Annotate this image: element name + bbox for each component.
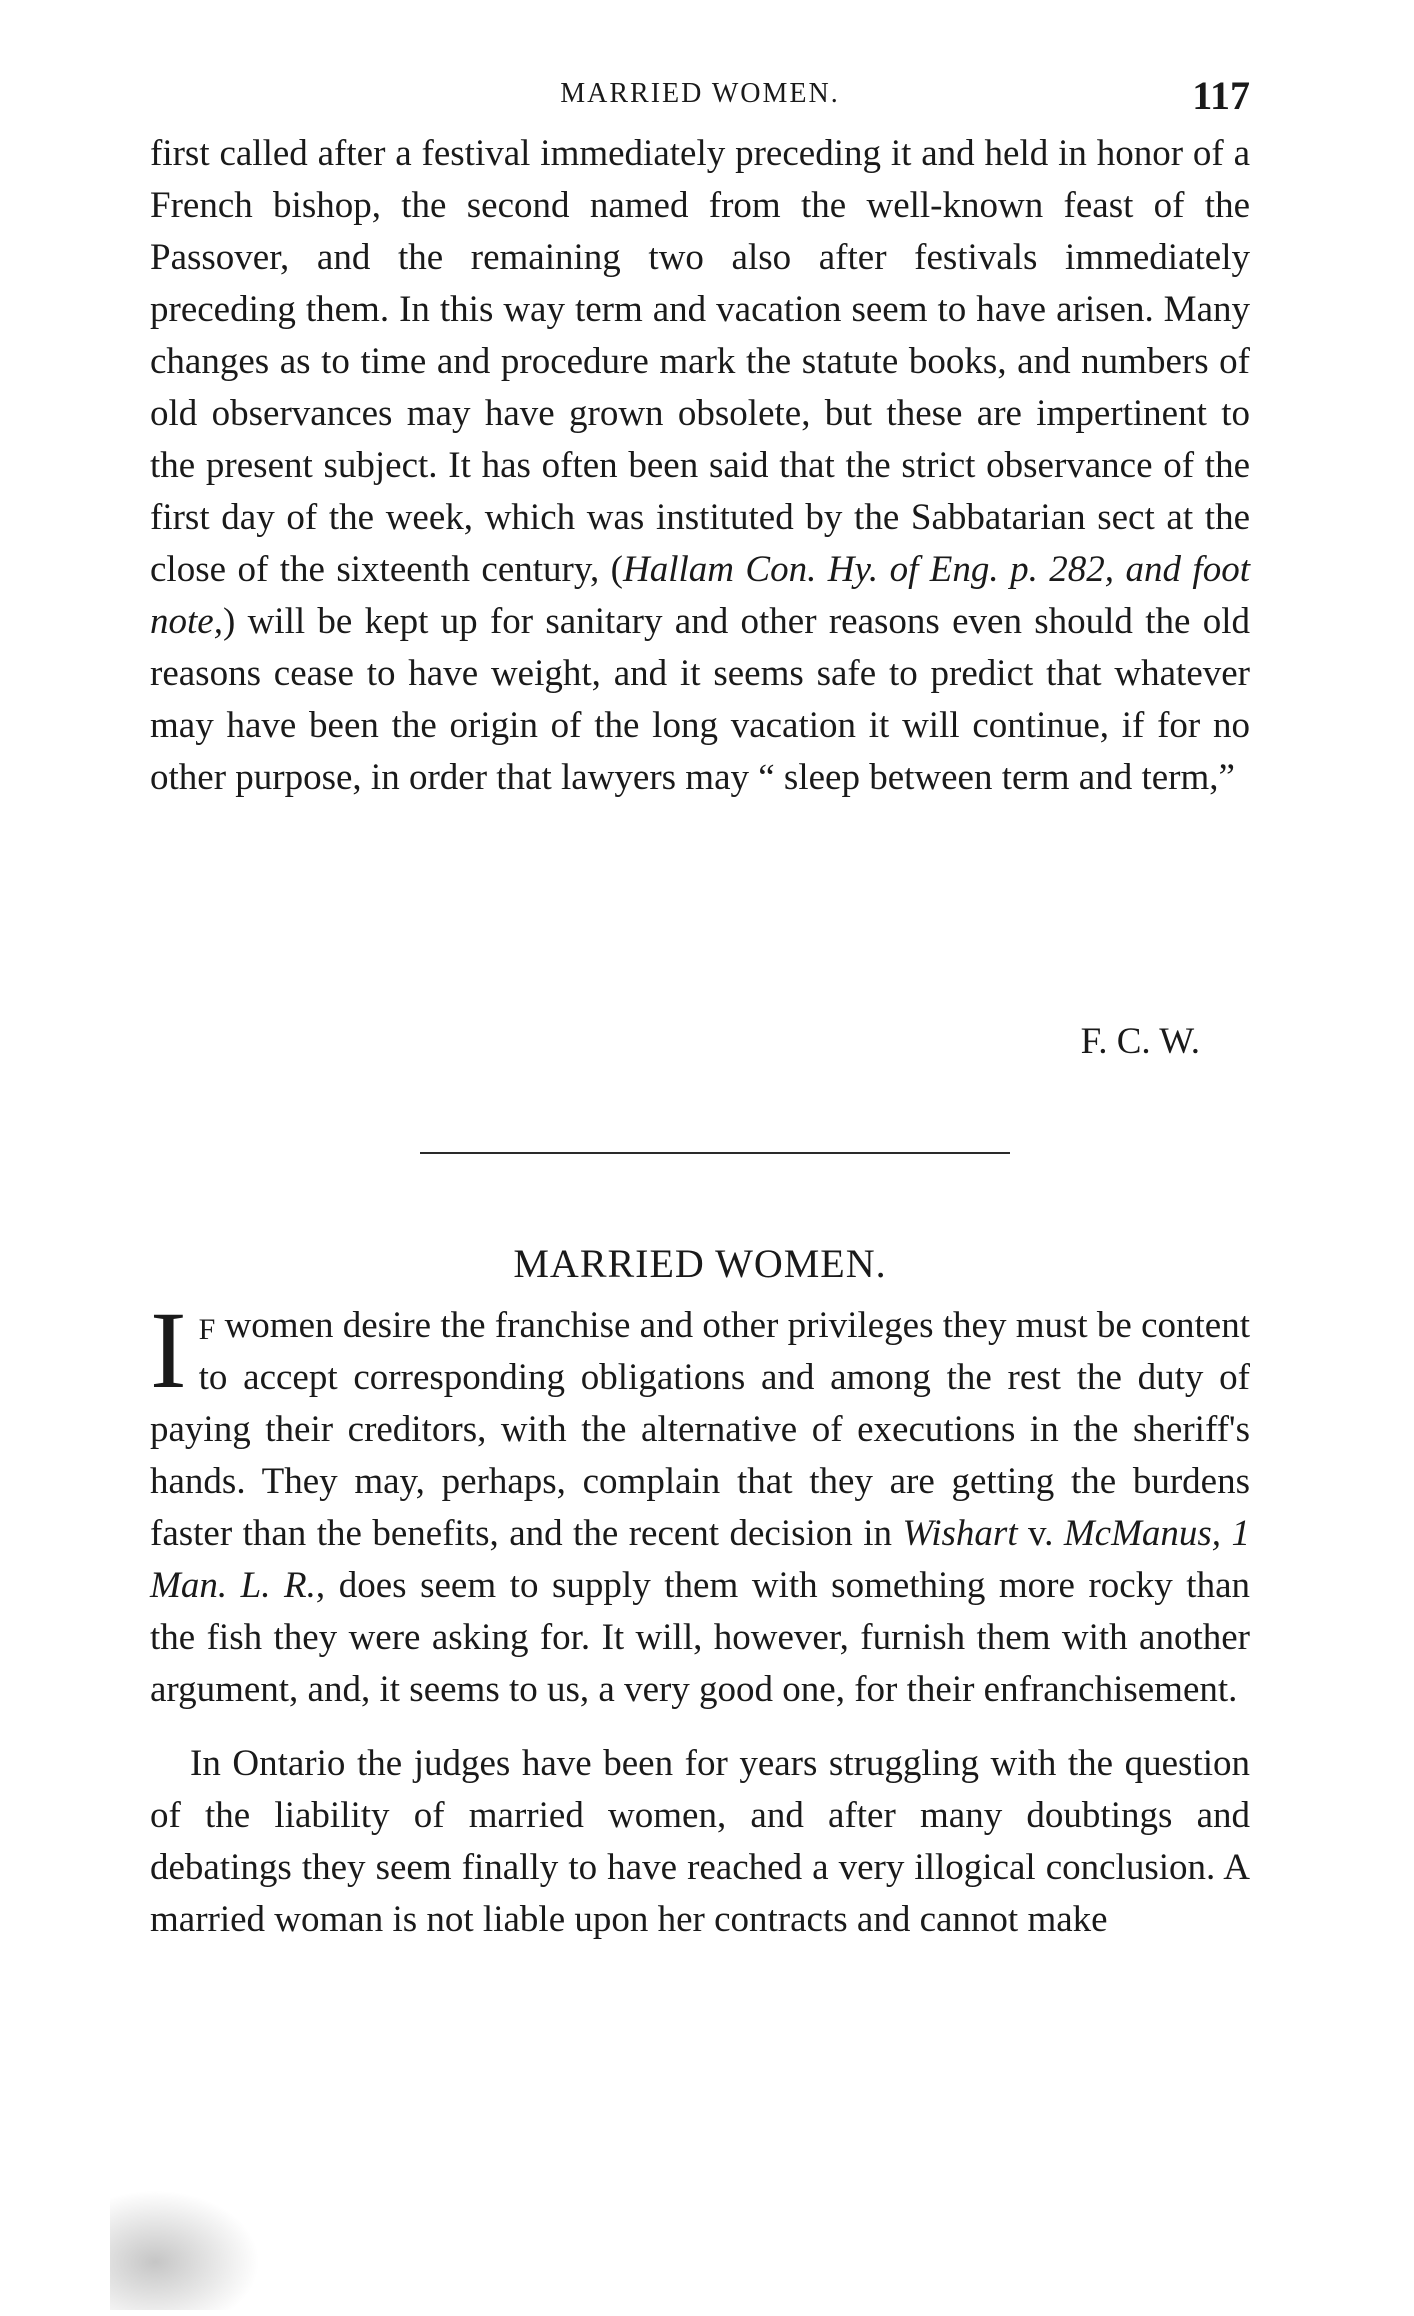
continuation-text-end: ) will be kept up for sanitary and other reasons even should the old reasons cease to have weight, and it seems safe to predict that whatever may have been the origin of the long vacation it will continue, if for no other purpose, in order that lawyers may “ sleep between term and term,” bbox=[150, 601, 1250, 798]
running-title: MARRIED WOMEN. bbox=[560, 78, 840, 109]
section-divider bbox=[420, 1152, 1010, 1154]
continuation-text: first called after a festival immediately preceding it and held in honor of a French bishop, the second named from the well-known feast of the Passover, and the remaining two also after festivals immediately preceding them. In this way term and vacation seem to have arisen. Many changes as to time and procedure mark the statute books, and numbers of old observances may have grown obsolete, but these are impertinent to the present subject. It has often been said that the strict observance of the first day of the week, which was instituted by the Sabbatarian sect at the close of the sixteenth century, ( bbox=[150, 133, 1250, 590]
page-stain bbox=[110, 2190, 260, 2310]
case-name: Wishart bbox=[902, 1513, 1018, 1554]
author-signature: F. C. W. bbox=[1080, 1021, 1200, 1062]
paragraph-text: v. bbox=[1017, 1513, 1064, 1554]
page-number: 117 bbox=[1192, 73, 1250, 118]
paragraph-text: women desire the franchise and other privileges they must be content to accept corresponding obligations and among the rest the duty of paying their creditors, with the alternative of executions in the sheriff's hands. They may, perhaps, complain that they are getting the burdens faster than the benefits, and the recent decision in bbox=[150, 1305, 1250, 1554]
continuation-paragraph bbox=[150, 128, 1250, 804]
article-heading: MARRIED WOMEN. bbox=[513, 1241, 887, 1286]
article-paragraph-2: In Ontario the judges have been for years struggling with the question of the liability of married women, and after many doubtings and debatings they seem finally to have reached a very illogical conclusion. A married woman is not liable upon her contracts and cannot make bbox=[150, 1743, 1250, 1940]
article-paragraph-1 bbox=[150, 1289, 1250, 1716]
drop-cap: I bbox=[150, 1289, 187, 1411]
running-head bbox=[150, 72, 1250, 116]
case-citation: McManus, 1 Man. L. R. bbox=[150, 1513, 1250, 1606]
paragraph-text: , does seem to supply them with something more rocky than the fish they were asking for. It will, however, furnish them with another argument, and, it seems to us, a very good one, for their enfranchisement. bbox=[150, 1565, 1250, 1710]
citation: Hallam Con. Hy. of Eng. p. 282, and foot note, bbox=[150, 549, 1250, 642]
article-continuation bbox=[150, 128, 1250, 804]
first-word-rest: F bbox=[198, 1313, 216, 1346]
article-body bbox=[150, 1289, 1250, 1946]
